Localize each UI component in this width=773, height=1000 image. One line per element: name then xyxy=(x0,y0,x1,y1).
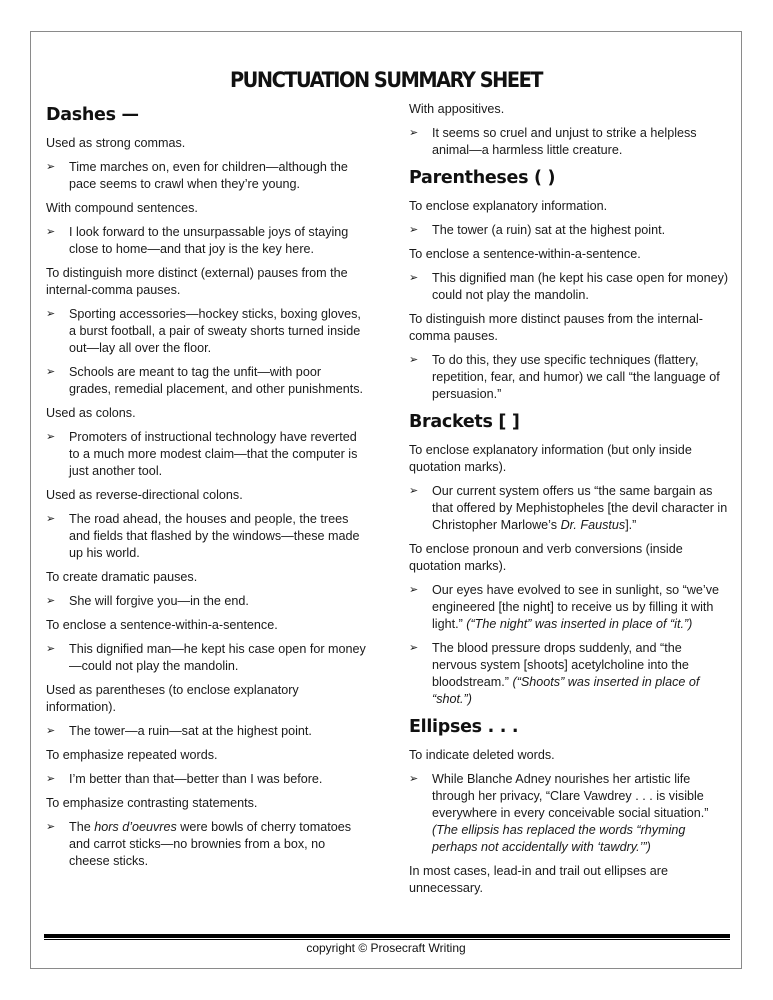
example-item: ➢ The blood pressure drops suddenly, and “the nervous system [shoots] acetylcholine into the bloodstream.” (“Shoots” was inserted in place of “shot.”) xyxy=(409,641,700,706)
arrow-bullet-icon: ➢ xyxy=(409,224,419,236)
footer-rule-thick xyxy=(44,934,730,938)
usage-label: To distinguish more distinct (external) pauses from the internal-comma pauses. xyxy=(46,266,348,297)
arrow-bullet-icon: ➢ xyxy=(409,127,419,139)
arrow-bullet-icon: ➢ xyxy=(409,272,419,284)
arrow-bullet-icon: ➢ xyxy=(46,366,56,378)
arrow-bullet-icon: ➢ xyxy=(409,485,419,497)
arrow-bullet-icon: ➢ xyxy=(46,773,56,785)
usage-label: To emphasize contrasting statements. xyxy=(46,796,258,810)
example-item: ➢ This dignified man (he kept his case open for money) could not play the mandolin. xyxy=(409,271,729,302)
section-heading-dashes: Dashes — xyxy=(46,105,139,125)
usage-label: To enclose pronoun and verb conversions (inside quotation marks). xyxy=(409,542,683,573)
arrow-bullet-icon: ➢ xyxy=(46,431,56,443)
usage-label: Used as colons. xyxy=(46,406,136,420)
example-item: ➢ Schools are meant to tag the unfit—with poor grades, remedial placement, and other punishments. xyxy=(46,365,364,396)
usage-label: With compound sentences. xyxy=(46,201,198,215)
arrow-bullet-icon: ➢ xyxy=(409,584,419,596)
arrow-bullet-icon: ➢ xyxy=(409,354,419,366)
right-column xyxy=(409,101,729,904)
left-column xyxy=(46,103,366,877)
example-item: ➢ While Blanche Adney nourishes her artistic life through her privacy, “Clare Vawdrey . . . is visible everywhere in every conceivable social situation.” (The ellipsis has replaced the words “rhyming perhaps not accidentally with ‘tawdry.’”) xyxy=(409,772,709,854)
example-item: ➢ It seems so cruel and unjust to strike a helpless animal—a harmless little creature. xyxy=(409,126,697,157)
arrow-bullet-icon: ➢ xyxy=(46,725,56,737)
example-item: ➢ Our current system offers us “the same bargain as that offered by Mephistopheles [the devil character in Christopher Marlowe’s Dr. Faustus].” xyxy=(409,484,728,532)
usage-label: To enclose explanatory information (but only inside quotation marks). xyxy=(409,443,692,474)
example-item: ➢ This dignified man—he kept his case open for money—could not play the mandolin. xyxy=(46,642,366,673)
arrow-bullet-icon: ➢ xyxy=(46,161,56,173)
summary-sheet xyxy=(30,31,742,969)
arrow-bullet-icon: ➢ xyxy=(46,308,56,320)
example-item: ➢ Time marches on, even for children—although the pace seems to crawl when they’re young. xyxy=(46,160,348,191)
example-item: ➢ The hors d’oeuvres were bowls of cherry tomatoes and carrot sticks—no brownies from a box, no cheese sticks. xyxy=(46,820,352,868)
usage-label: With appositives. xyxy=(409,102,505,116)
example-item: ➢ She will forgive you—in the end. xyxy=(46,594,249,608)
example-item: ➢ To do this, they use specific techniques (flattery, repetition, fear, and humor) we call “the language of persuasion.” xyxy=(409,353,720,401)
arrow-bullet-icon: ➢ xyxy=(46,643,56,655)
example-item: ➢ The tower—a ruin—sat at the highest point. xyxy=(46,724,312,738)
arrow-bullet-icon: ➢ xyxy=(409,773,419,785)
usage-label: Used as reverse-directional colons. xyxy=(46,488,243,502)
usage-label: Used as strong commas. xyxy=(46,136,186,150)
arrow-bullet-icon: ➢ xyxy=(46,595,56,607)
example-item: ➢ The tower (a ruin) sat at the highest point. xyxy=(409,223,666,237)
usage-label: To enclose a sentence-within-a-sentence. xyxy=(46,618,278,632)
example-item: ➢ The road ahead, the houses and people, the trees and fields that flashed by the windows—these made up his world. xyxy=(46,512,360,560)
footer-rule-thin xyxy=(44,939,730,940)
section-heading-brackets: Brackets [ ] xyxy=(409,412,520,432)
arrow-bullet-icon: ➢ xyxy=(46,821,56,833)
example-item: ➢ Our eyes have evolved to see in sunlight, so “we’ve engineered [the night] to receive us by filling it with light.” (“The night” was inserted in place of “it.”) xyxy=(409,583,720,631)
arrow-bullet-icon: ➢ xyxy=(46,226,56,238)
example-item: ➢ Sporting accessories—hockey sticks, boxing gloves, a burst football, a pair of sweaty shorts turned inside out—lay all over the floor. xyxy=(46,307,361,355)
usage-label: To distinguish more distinct pauses from the internal-comma pauses. xyxy=(409,312,703,343)
arrow-bullet-icon: ➢ xyxy=(409,642,419,654)
page-title: PUNCTUATION SUMMARY SHEET xyxy=(229,68,542,92)
usage-label: To enclose a sentence-within-a-sentence. xyxy=(409,247,641,261)
usage-label: To create dramatic pauses. xyxy=(46,570,198,584)
closing-note: In most cases, lead-in and trail out ellipses are unnecessary. xyxy=(409,864,669,895)
usage-label: To enclose explanatory information. xyxy=(409,199,608,213)
example-item: ➢ Promoters of instructional technology have reverted to a much more modest claim—that the computer is just another tool. xyxy=(46,430,358,478)
usage-label: To emphasize repeated words. xyxy=(46,748,218,762)
arrow-bullet-icon: ➢ xyxy=(46,513,56,525)
example-item: ➢ I’m better than that—better than I was before. xyxy=(46,772,323,786)
example-item: ➢ I look forward to the unsurpassable joys of staying close to home—and that joy is the key here. xyxy=(46,225,349,256)
usage-label: Used as parentheses (to enclose explanatory information). xyxy=(46,683,299,714)
usage-label: To indicate deleted words. xyxy=(409,748,555,762)
section-heading-ellipses: Ellipses . . . xyxy=(409,717,519,737)
copyright-footer: copyright © Prosecraft Writing xyxy=(306,941,466,955)
section-heading-parentheses: Parentheses ( ) xyxy=(409,168,556,188)
